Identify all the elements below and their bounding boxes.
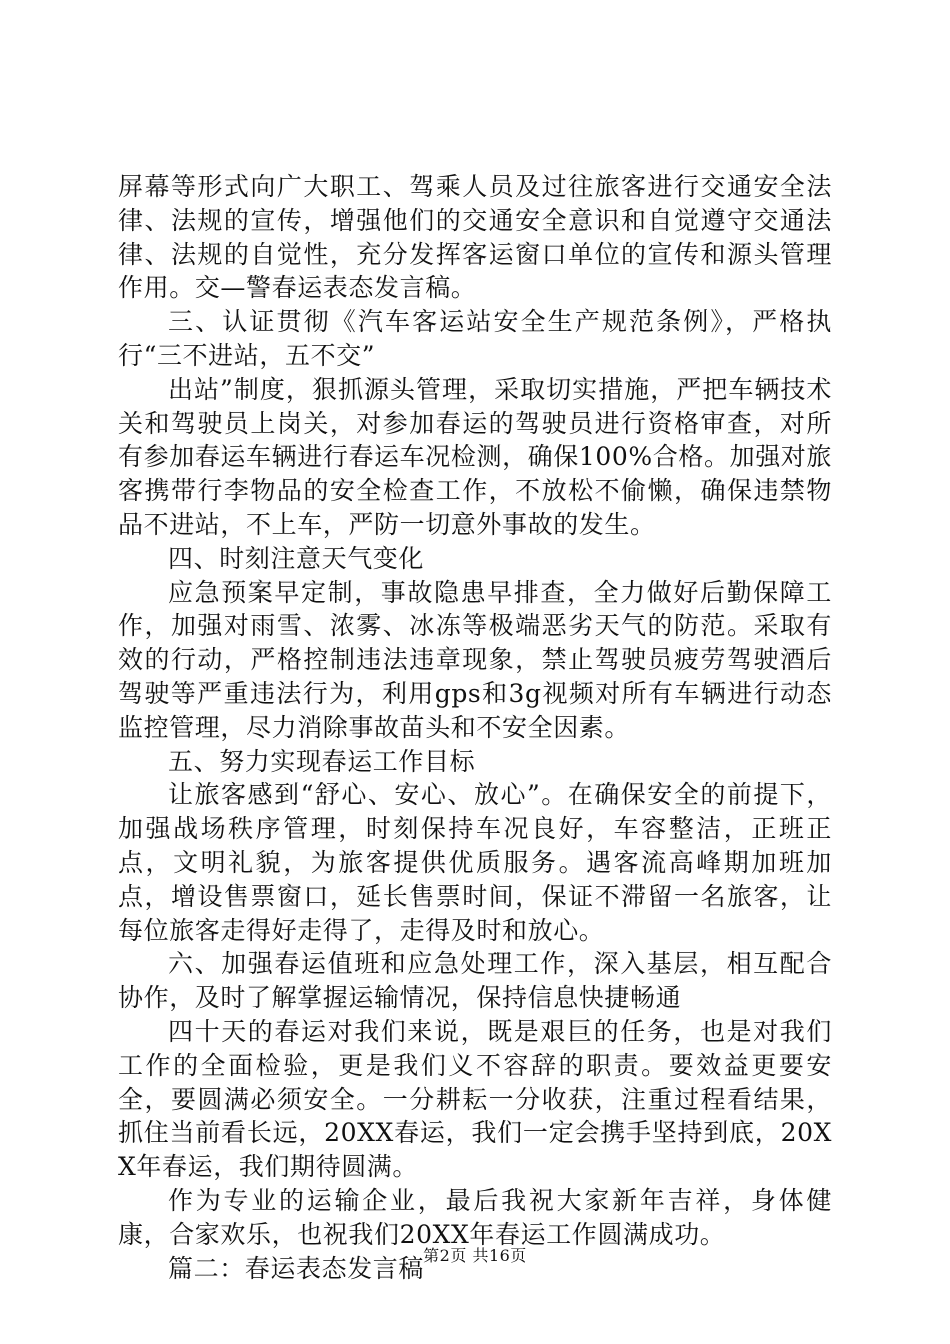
paragraph-7: 让旅客感到“舒心、安心、放心”。在确保安全的前提下，加强战场秩序管理，时刻保持车况良好，车容整洁，正班正点，文明礼貌，为旅客提供优质服务。遇客流高峰期加班加点，增设售票窗口，延长售票时间，保证不滞留一名旅客，让每位旅客走得好走得了，走得及时和放心。 xyxy=(118,780,832,945)
paragraph-3: 出站”制度，狠抓源头管理，采取切实措施，严把车辆技术关和驾驶员上岗关，对参加春运的驾驶员进行资格审查，对所有参加春运车辆进行春运车况检测，确保100%合格。加强对旅客携带行李物品的安全检查工作，不放松不偷懒，确保违禁物品不进站，不上车，严防一切意外事故的发生。 xyxy=(118,374,832,539)
paragraph-6-heading: 五、努力实现春运工作目标 xyxy=(168,746,476,776)
paragraph-5: 应急预案早定制，事故隐患早排查，全力做好后勤保障工作，加强对雨雪、浓雾、冰冻等极端恶劣天气的防范。采取有效的行动，严格控制违法违章现象，禁止驾驶员疲劳驾驶酒后驾驶等严重违法行为，利用gps和3g视频对所有车辆进行动态监控管理，尽力消除事故苗头和不安全因素。 xyxy=(118,577,832,742)
paragraph-8-heading: 六、加强春运值班和应急处理工作，深入基层，相互配合协作，及时了解掌握运输情况，保持信息快捷畅通 xyxy=(118,949,832,1013)
page-number-footer: 第2页 共16页 xyxy=(423,1246,527,1265)
paragraph-9: 四十天的春运对我们来说，既是艰巨的任务，也是对我们工作的全面检验，更是我们义不容辞的职责。要效益更要安全，要圆满必须安全。一分耕耘一分收获，注重过程看结果，抓住当前看长远，20XX春运，我们一定会携手坚持到底，20XX年春运，我们期待圆满。 xyxy=(118,1016,832,1182)
paragraph-4-heading: 四、时刻注意天气变化 xyxy=(168,543,425,573)
paragraph-10: 作为专业的运输企业，最后我祝大家新年吉祥，身体健康，合家欢乐，也祝我们20XX年春运工作圆满成功。 xyxy=(118,1185,832,1249)
document-body xyxy=(118,170,832,1285)
paragraph-2-heading: 三、认证贯彻《汽车客运站安全生产规范条例》，严格执行“三不进站，五不交” xyxy=(118,307,832,370)
paragraph-1: 屏幕等形式向广大职工、驾乘人员及过往旅客进行交通安全法律、法规的宣传，增强他们的交通安全意识和自觉遵守交通法律、法规的自觉性，充分发挥客运窗口单位的宣传和源头管理作用。交—警春运表态发言稿。 xyxy=(118,172,832,303)
paragraph-11-heading: 篇二：春运表态发言稿 xyxy=(168,1253,425,1283)
